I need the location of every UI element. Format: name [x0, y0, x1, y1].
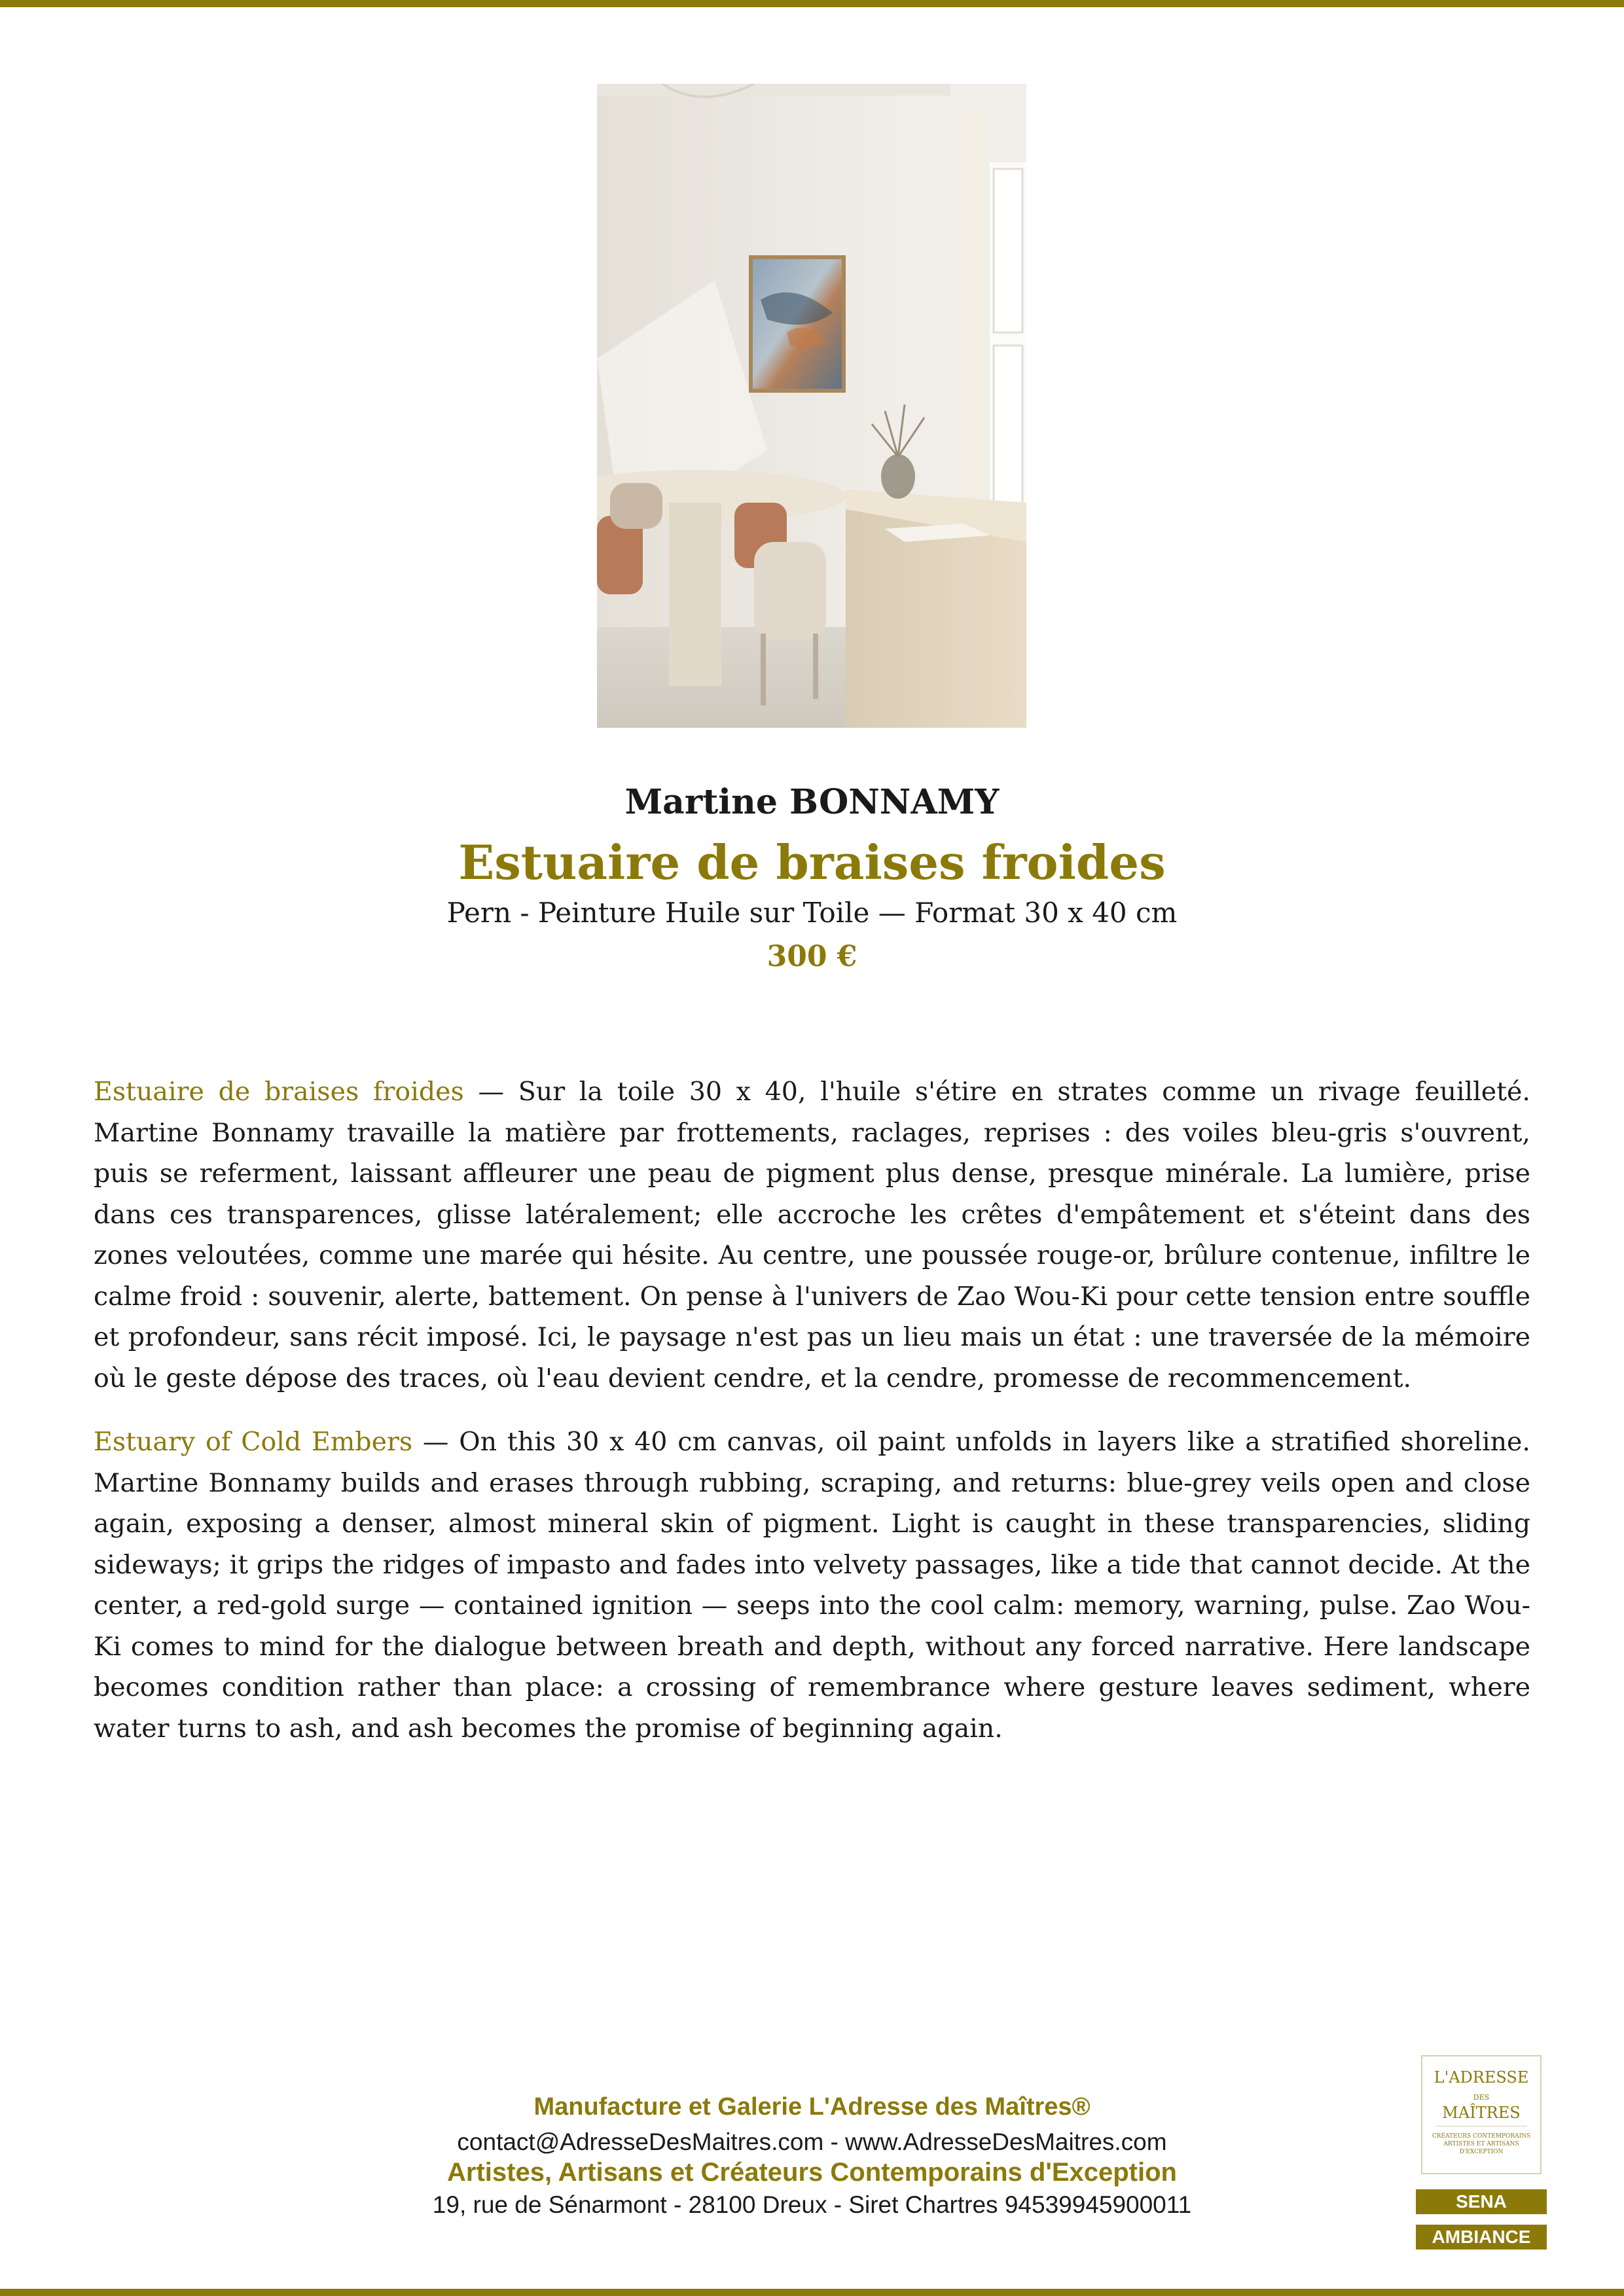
badge-ambiance: AMBIANCE	[1416, 2225, 1547, 2250]
description-french	[94, 1071, 1530, 1399]
top-accent-bar	[0, 0, 1624, 7]
artwork-subtitle: Pern - Peinture Huile sur Toile — Format 30 x 40 cm	[446, 897, 1178, 929]
logo-line-1: L'ADRESSE	[1434, 2068, 1529, 2087]
artwork-title: Estuaire de braises froides	[458, 834, 1166, 890]
description-english-text: — On this 30 x 40 cm canvas, oil paint unfolds in layers like a stratified shoreline. Martine Bonnamy builds and erases through rubbing, scraping, and returns: blue-grey veils open and close again, exposing a denser, almost mineral skin of pigment. Light is caught in these transparencies, sliding sideways; it grips the ridges of impasto and fades into velvety passages, like a tide that cannot decide. At the center, a red-gold surge — contained ignition — seeps into the cool calm: memory, warning, pulse. Zao Wou-Ki comes to mind for the dialogue between breath and depth, without any forced narrative. Here landscape becomes condition rather than place: a crossing of remembrance where gesture leaves sediment, where water turns to ash, and ash becomes the promise of beginning again.	[94, 1427, 1530, 1744]
footer-address: 19, rue de Sénarmont - 28100 Dreux - Siret Chartres 94539945900011	[432, 2191, 1192, 2218]
gallery-logo	[1421, 2055, 1542, 2174]
artist-name: Martine BONNAMY	[624, 782, 1000, 822]
footer-gallery-name: Manufacture et Galerie L'Adresse des Maîtres®	[533, 2093, 1091, 2121]
logo-line-3: MAÎTRES	[1442, 2104, 1521, 2122]
description-english-lead: Estuary of Cold Embers	[94, 1427, 413, 1457]
artwork-price: 300 €	[767, 940, 857, 973]
description-french-lead: Estuaire de braises froides	[94, 1077, 464, 1107]
footer-contact: contact@AdresseDesMaitres.com - www.AdresseDesMaitres.com	[457, 2128, 1167, 2155]
footer-tagline: Artistes, Artisans et Créateurs Contemporains d'Exception	[447, 2158, 1177, 2187]
description-french-text: — Sur la toile 30 x 40, l'huile s'étire en strates comme un rivage feuilleté. Martine Bonnamy travaille la matière par frottements, raclages, reprises : des voiles bleu-gris s'ouvrent, puis se referment, laissant affleurer une peau de pigment plus dense, presque minérale. La lumière, prise dans ces transparences, glisse latéralement; elle accroche les crêtes d'empâtement et s'éteint dans des zones veloutées, comme une marée qui hésite. Au centre, une poussée rouge-or, brûlure contenue, infiltre le calme froid : souvenir, alerte, battement. On pense à l'univers de Zao Wou-Ki pour cette tension entre souffle et profondeur, sans récit imposé. Ici, le paysage n'est pas un lieu mais un état : une traversée de la mémoire où le geste dépose des traces, où l'eau devient cendre, et la cendre, promesse de recommencement.	[94, 1077, 1530, 1393]
artwork-room-photo	[597, 84, 1026, 728]
bottom-accent-bar	[0, 2289, 1624, 2296]
badge-sena: SENA	[1416, 2189, 1547, 2214]
logo-line-4: CRÉATEURS CONTEMPORAINS ARTISTES ET ARTISANS D'EXCEPTION	[1432, 2133, 1531, 2155]
description-english	[94, 1422, 1530, 1749]
logo-line-2: DES	[1473, 2093, 1490, 2102]
